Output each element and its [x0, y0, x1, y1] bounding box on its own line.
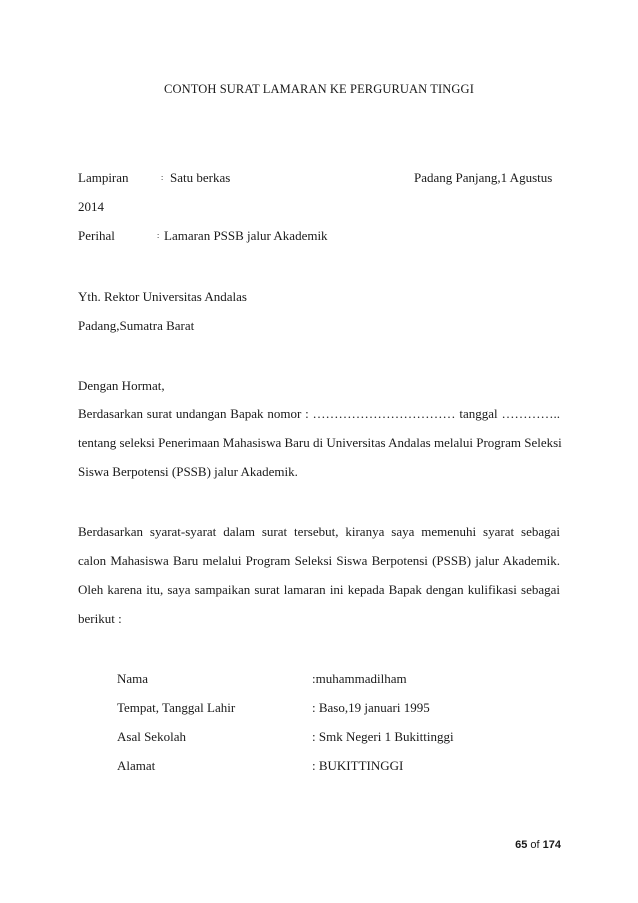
- identity-value-nama: :muhammadilham: [312, 671, 407, 686]
- greeting: Dengan Hormat,: [78, 378, 165, 393]
- page-of: of: [530, 839, 540, 851]
- identity-label-sekolah: Asal Sekolah: [117, 729, 186, 744]
- paragraph1-line1: Berdasarkan surat undangan Bapak nomor : …………………………… tanggal …………..: [78, 406, 560, 421]
- identity-label-ttl: Tempat, Tanggal Lahir: [117, 700, 236, 715]
- perihal-label: Perihal: [78, 228, 115, 243]
- paragraph1-line3: Siswa Berpotensi (PSSB) jalur Akademik.: [78, 464, 298, 479]
- identity-value-sekolah: : Smk Negeri 1 Bukittinggi: [312, 729, 454, 744]
- identity-value-ttl: : Baso,19 januari 1995: [312, 700, 430, 715]
- identity-label-nama: Nama: [117, 671, 149, 686]
- paragraph2-line1: Berdasarkan syarat-syarat dalam surat tersebut, kiranya saya memenuhi syarat sebagai: [78, 524, 560, 539]
- paragraph2-line4: berikut :: [78, 611, 122, 626]
- identity-value-alamat: : BUKITTINGGI: [312, 758, 404, 773]
- perihal-colon: :: [157, 231, 160, 240]
- place-date-line2: 2014: [78, 199, 104, 214]
- page-current: 65: [515, 839, 528, 851]
- paragraph2-line2: calon Mahasiswa Baru melalui Program Seleksi Siswa Berpotensi (PSSB) jalur Akademik.: [78, 553, 560, 568]
- place-date-line1: Padang Panjang,1 Agustus: [414, 170, 553, 185]
- page-number: [515, 839, 561, 851]
- lampiran-colon: :: [161, 173, 164, 182]
- lampiran-label: Lampiran: [78, 170, 129, 185]
- paragraph1-line2: tentang seleksi Penerimaan Mahasiswa Baru di Universitas Andalas melalui Program Seleksi: [78, 435, 562, 450]
- paragraph2-line3: Oleh karena itu, saya sampaikan surat lamaran ini kepada Bapak dengan kulifikasi sebagai: [78, 582, 560, 597]
- identity-label-alamat: Alamat: [117, 758, 156, 773]
- perihal-value: Lamaran PSSB jalur Akademik: [164, 228, 328, 243]
- document-title: CONTOH SURAT LAMARAN KE PERGURUAN TINGGI: [164, 82, 474, 96]
- page-total: 174: [542, 839, 561, 851]
- recipient-line2: Padang,Sumatra Barat: [78, 318, 195, 333]
- recipient-line1: Yth. Rektor Universitas Andalas: [78, 289, 247, 304]
- lampiran-value: Satu berkas: [170, 170, 231, 185]
